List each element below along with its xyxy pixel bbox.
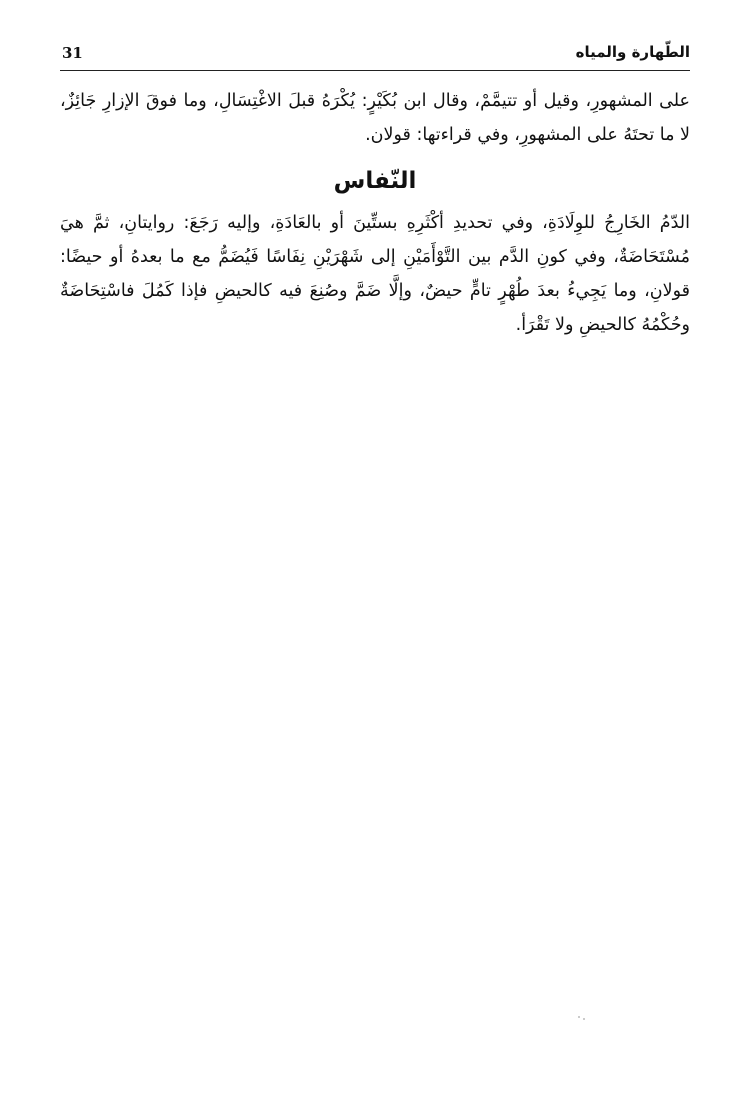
paragraph-nifas: الدّمُ الخَارِجُ للوِلَادَةِ، وفي تحديدِ أكْثَرِهِ بستِّينَ أو بالعَادَةِ، وإليه رَجَعَ: روايتانِ، ثمَّ هيَ مُسْتَحَاضَةٌ، وفي كونِ الدَّم بين التَّوْأَمَيْنِ إلى شَهْرَيْنِ نِفَاسًا فَيُضَمُّ مع ما بعدهُ أو حيضًا: قولانِ، وما يَجِيءُ بعدَ طُهْرٍ تامٍّ حيضٌ، وإلَّا ضَمَّ وصُنِعَ فيه كالحيضِ فإذا كَمُلَ فاسْتِحَاضَةٌ وحُكْمُهُ كالحيضِ ولا تَقْرَأ. xyxy=(60,213,690,335)
running-title: الطّهارة والمياه xyxy=(575,43,690,61)
scan-speck xyxy=(578,1016,580,1018)
page-number: 31 xyxy=(62,44,83,62)
paragraph-continued: على المشهورِ، وقيل أو تتيمَّمْ، وقال ابن بُكَيْرٍ: يُكْرَهُ قبلَ الاغْتِسَالِ، وما فوقَ الإزارِ جَائِزٌ، لا ما تحتَهُ على المشهورِ، وفي قراءتها: قولان. xyxy=(60,91,690,145)
page-header xyxy=(60,42,690,71)
section-heading: النّفاس xyxy=(333,168,417,194)
scan-speck xyxy=(583,1018,585,1020)
